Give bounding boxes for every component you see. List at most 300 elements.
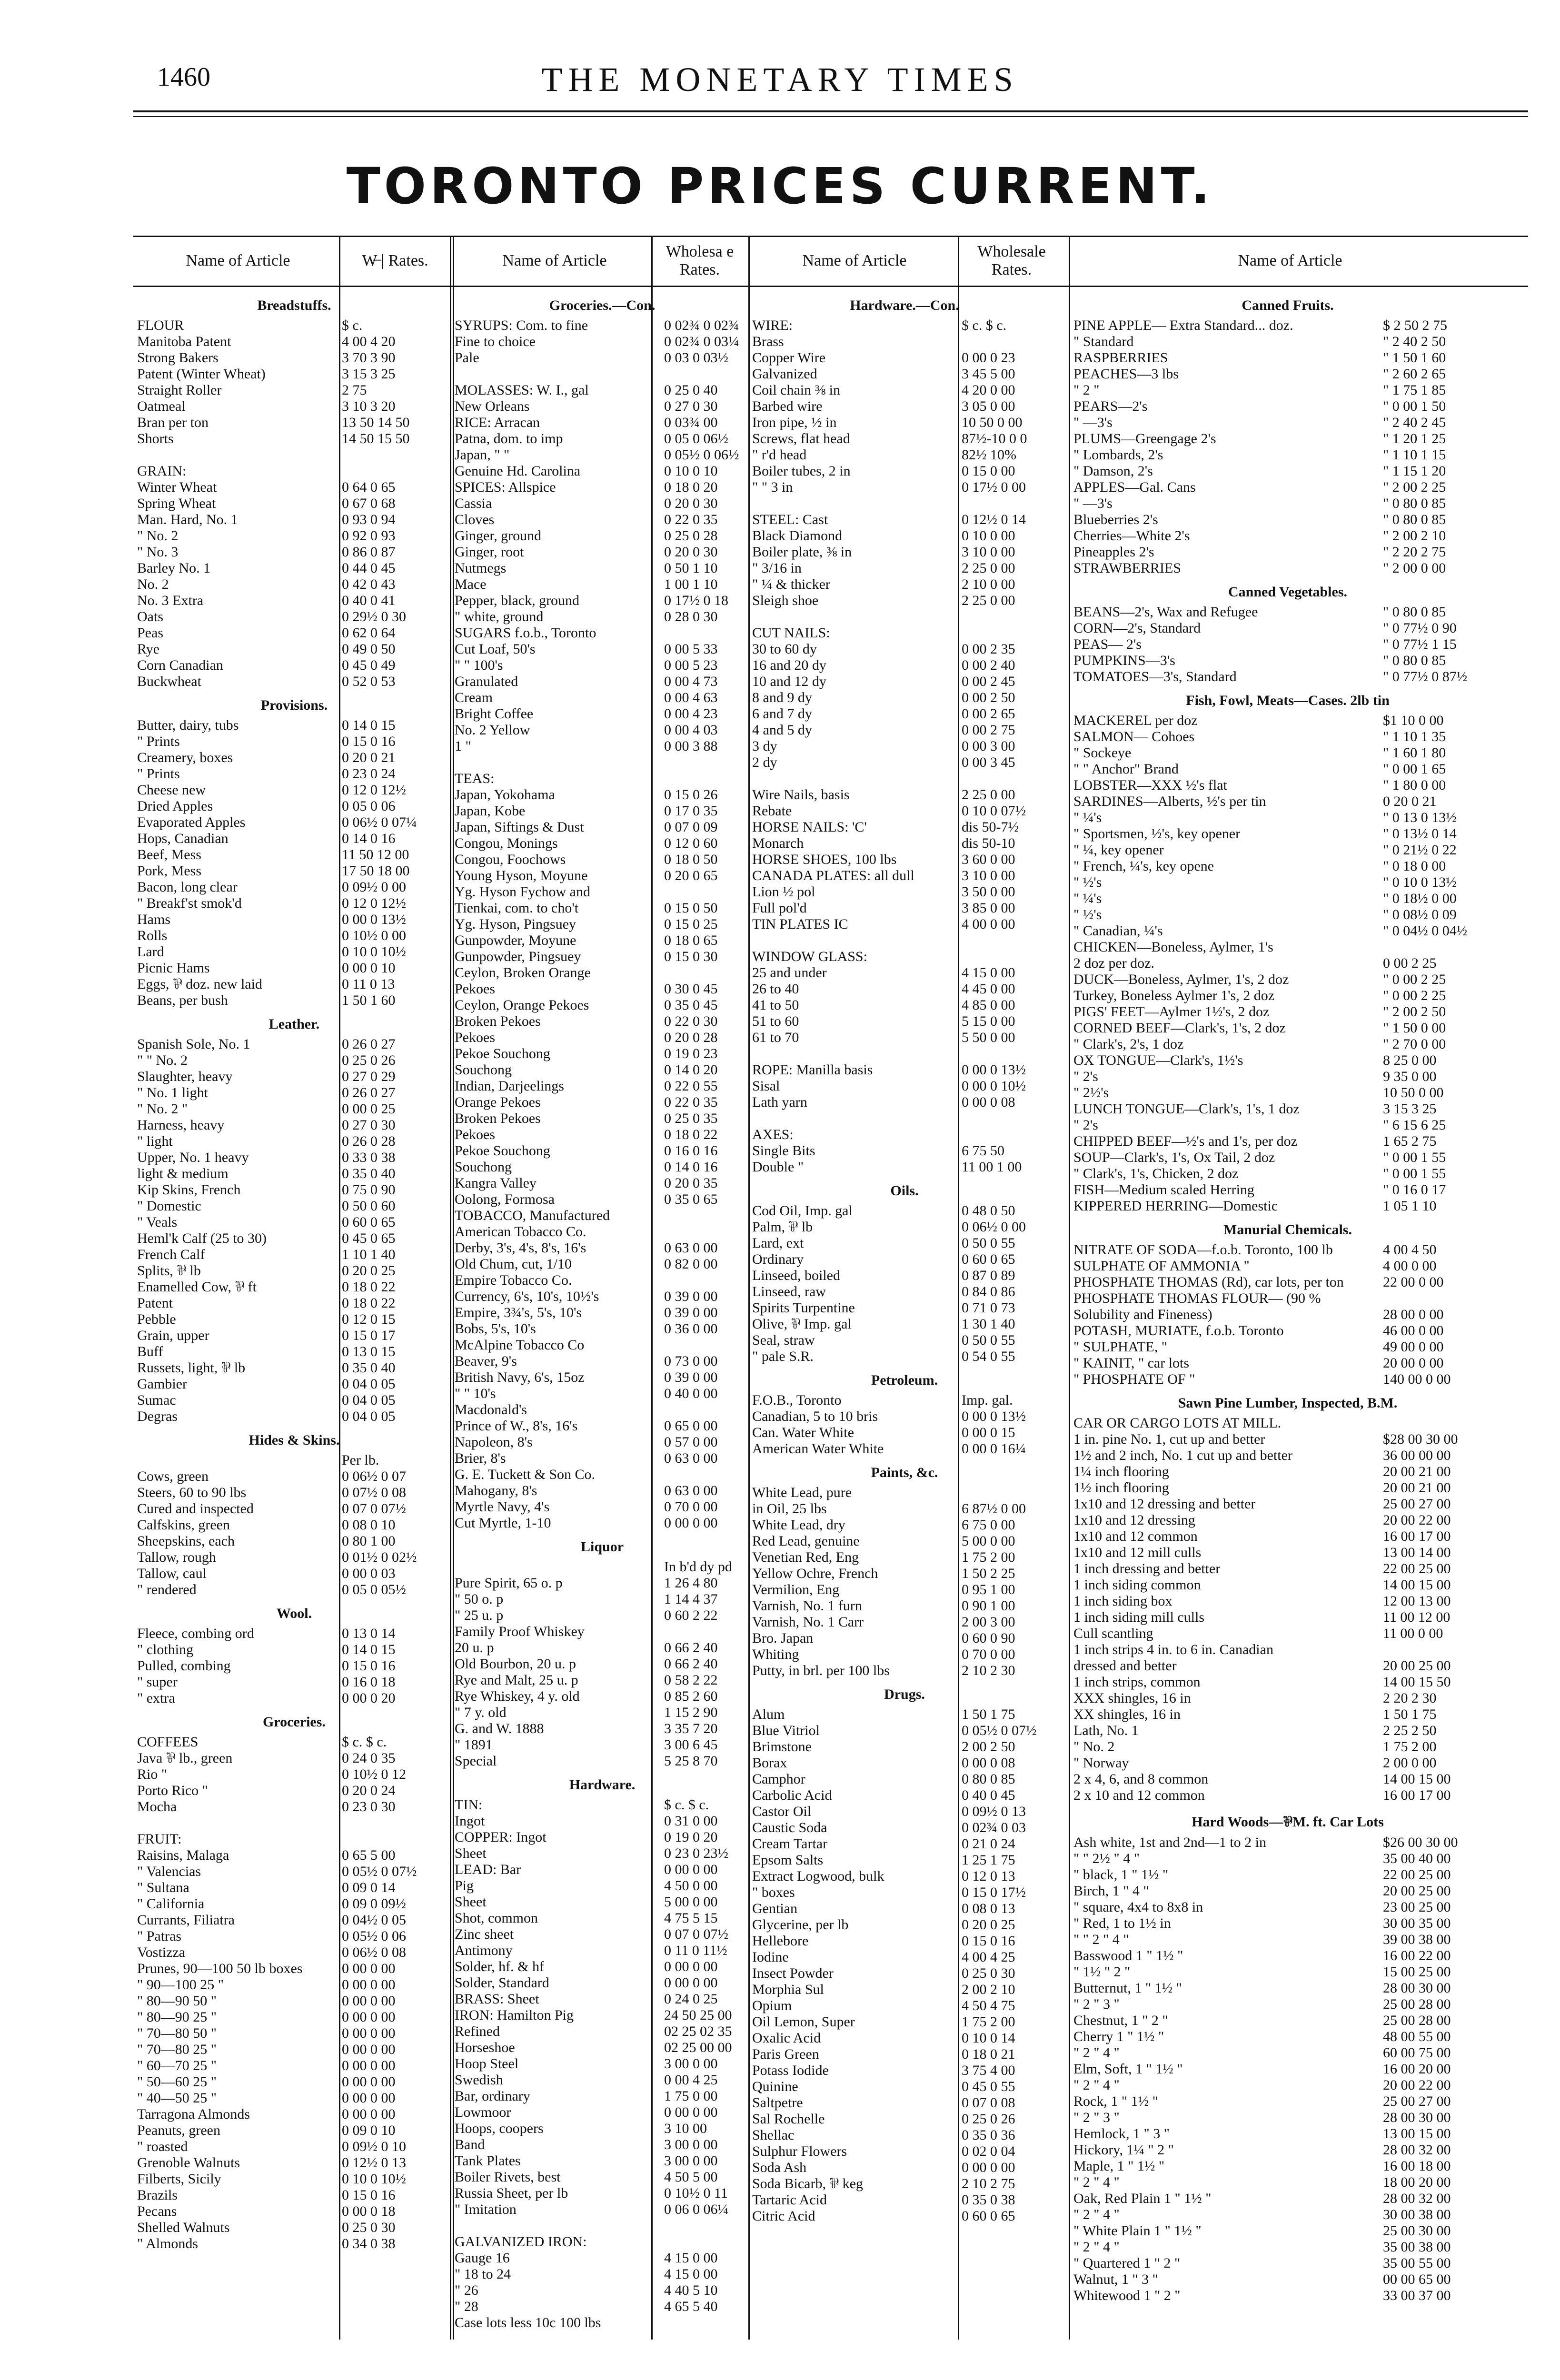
article-name: Solder, Standard [455, 1975, 549, 1991]
wholesale-rate: 0 14 0 15 [342, 1642, 396, 1657]
article-name: " 18 to 24 [455, 2266, 511, 2282]
price-row [752, 674, 1057, 690]
article-name: " " 100's [455, 657, 503, 673]
price-row [137, 1150, 451, 1166]
wholesale-rate: 0 12 0 15 [342, 1311, 396, 1327]
wholesale-rate: 0 06½ 0 07 [342, 1468, 406, 1484]
price-row [1073, 669, 1502, 685]
price-row [1073, 512, 1502, 528]
article-name: Gambier [137, 1376, 187, 1392]
wholesale-rate: 0 50 0 55 [962, 1332, 1015, 1348]
wholesale-rate: 0 73 0 00 [664, 1353, 718, 1369]
price-row [455, 852, 750, 868]
wholesale-rate: " 0 80 0 85 [1383, 512, 1446, 527]
article-name: " 1891 [455, 1737, 493, 1753]
wholesale-rate: 82½ 10% [962, 447, 1016, 463]
wholesale-rate: 20 00 22 00 [1383, 2077, 1451, 2093]
price-row [1073, 2013, 1502, 2029]
wholesale-rate: 30 00 35 00 [1383, 1915, 1451, 1931]
wholesale-rate: 0 86 0 87 [342, 544, 396, 560]
wholesale-rate: " 2 60 2 65 [1383, 366, 1446, 382]
article-name: " r'd head [752, 447, 807, 463]
article-name: PINE APPLE— Extra Standard... doz. [1073, 317, 1293, 333]
article-name: Boiler Rivets, best [455, 2169, 561, 2185]
price-row [455, 1127, 750, 1143]
price-row [752, 1598, 1057, 1614]
price-row [137, 992, 451, 1009]
price-row [455, 1305, 750, 1321]
wholesale-rate: 0 57 0 00 [664, 1434, 718, 1450]
price-row [752, 641, 1057, 657]
wholesale-rate: 0 35 0 40 [342, 1166, 396, 1181]
wholesale-rate: 4 75 5 15 [664, 1910, 718, 1926]
article-name: Brimstone [752, 1739, 812, 1755]
price-row [455, 949, 750, 965]
price-row [137, 1880, 451, 1896]
price-row [1073, 398, 1502, 415]
article-name: Solder, hf. & hf [455, 1959, 544, 1974]
article-name: 1 inch siding mill culls [1073, 1609, 1204, 1625]
article-name: Extract Logwood, bulk [752, 1868, 884, 1884]
article-name: Gunpowder, Pingsuey [455, 949, 581, 964]
article-name: Lowmoor [455, 2104, 511, 2120]
price-row [137, 1674, 451, 1690]
wholesale-rate: 0 18 0 22 [664, 1127, 718, 1142]
price-row [455, 1640, 750, 1656]
price-row [137, 2236, 451, 2252]
price-row [455, 479, 750, 496]
article-name: " 7 y. old [455, 1705, 507, 1720]
article-name: Peanuts, green [137, 2122, 220, 2138]
article-name: Galvanized [752, 366, 817, 382]
article-name: PIGS' FEET—Aylmer 1½'s, 2 doz [1073, 1004, 1270, 1020]
price-row [752, 1062, 1057, 1078]
price-row [455, 690, 750, 706]
price-row [455, 771, 750, 787]
price-row [1073, 604, 1502, 620]
wholesale-rate: 2 00 0 00 [1383, 1755, 1437, 1771]
section-heading: Hides & Skins. [248, 1432, 340, 1448]
wholesale-rate: $28 00 30 00 [1383, 1431, 1458, 1447]
article-name: Prunes, 90—100 50 lb boxes [137, 1961, 303, 1976]
price-row [1073, 955, 1502, 972]
article-name: Ginger, root [455, 544, 524, 560]
article-name: RASPBERRIES [1073, 350, 1168, 366]
article-name: GALVANIZED IRON: [455, 2234, 587, 2250]
article-name: Pecans [137, 2203, 177, 2219]
article-name: Band [455, 2137, 485, 2152]
wholesale-rate: 0 00 4 73 [664, 674, 718, 689]
article-name: " " 3 in [752, 479, 793, 495]
price-row [1073, 2045, 1502, 2061]
wholesale-rate: 0 08 0 13 [962, 1901, 1015, 1916]
price-row [1073, 1274, 1502, 1290]
wholesale-rate: " 0 77½ 1 15 [1383, 636, 1457, 652]
wholesale-rate: " 0 13½ 0 14 [1383, 826, 1457, 842]
article-name: " Sockeye [1073, 745, 1132, 761]
article-name: TIN: [455, 1797, 483, 1813]
wholesale-rate: 3 00 0 00 [664, 2153, 718, 2169]
wholesale-rate: 0 40 0 45 [962, 1787, 1015, 1803]
price-row [137, 447, 451, 463]
price-row [455, 1797, 750, 1813]
article-name: Pekoe Souchong [455, 1143, 550, 1159]
wholesale-rate: 0 20 0 30 [664, 544, 718, 560]
article-name: Pulled, combing [137, 1658, 231, 1674]
price-row [752, 1965, 1057, 1982]
article-name: Birch, 1 " 4 " [1073, 1883, 1149, 1899]
wholesale-rate: 0 00 0 00 [342, 2074, 396, 2090]
price-row [137, 2187, 451, 2203]
wholesale-rate: 140 00 0 00 [1383, 1371, 1451, 1387]
article-name: 1 inch strips, common [1073, 1674, 1201, 1690]
wholesale-rate: 0 23 0 24 [342, 766, 396, 782]
article-name: Can. Water White [752, 1425, 854, 1440]
article-name: LOBSTER—XXX ½'s flat [1073, 777, 1227, 793]
price-row [455, 1013, 750, 1030]
wholesale-rate: 0 01½ 0 02½ [342, 1549, 417, 1565]
wholesale-rate: 11 00 1 00 [962, 1159, 1022, 1175]
price-row [752, 1501, 1057, 1517]
price-row [752, 997, 1057, 1013]
price-row [455, 1175, 750, 1191]
wholesale-rate: " 0 18½ 0 00 [1383, 891, 1457, 906]
article-name: " extra [137, 1690, 175, 1706]
price-row [455, 1030, 750, 1046]
article-name: Bran per ton [137, 415, 209, 430]
article-name: Degras [137, 1408, 178, 1424]
wholesale-rate: 6 87½ 0 00 [962, 1501, 1026, 1517]
wholesale-rate: " 0 08½ 0 09 [1383, 907, 1457, 922]
wholesale-rate [957, 1127, 1057, 1143]
wholesale-rate: Per lb. [342, 1452, 379, 1468]
wholesale-rate: 60 00 75 00 [1383, 2045, 1451, 2061]
price-row [752, 1143, 1057, 1159]
price-row [137, 1566, 451, 1582]
wholesale-rate [659, 754, 750, 771]
price-row [455, 1672, 750, 1688]
price-row [137, 1750, 451, 1766]
price-row [137, 366, 451, 382]
price-row [752, 593, 1057, 609]
wholesale-rate: 0 07½ 0 08 [342, 1485, 406, 1500]
price-row [455, 2218, 750, 2234]
price-row [137, 350, 451, 366]
article-name: in Oil, 25 lbs [752, 1501, 827, 1517]
price-row [1073, 1528, 1502, 1545]
price-row [137, 879, 451, 895]
article-name: " 70—80 25 " [137, 2042, 217, 2057]
price-row [137, 814, 451, 831]
wholesale-rate: 33 00 37 00 [1383, 2288, 1451, 2303]
wholesale-rate: 0 22 0 30 [664, 1013, 718, 1029]
wholesale-rate: " 2 00 2 10 [1383, 528, 1446, 544]
article-name: WINDOW GLASS: [752, 949, 867, 964]
price-row [137, 674, 451, 690]
article-name: Bacon, long clear [137, 879, 238, 895]
price-row [137, 2106, 451, 2122]
price-row [1073, 761, 1502, 777]
price-row [455, 1111, 750, 1127]
article-name [752, 609, 957, 625]
article-name: Heml'k Calf (25 to 30) [137, 1230, 267, 1246]
wholesale-rate: dis 50-10 [962, 835, 1015, 851]
price-row [455, 576, 750, 593]
article-name: " Prints [137, 734, 180, 749]
article-name: Vostizza [137, 1944, 186, 1960]
article-name: Shot, common [455, 1910, 538, 1926]
article-name: 4 and 5 dy [752, 722, 812, 738]
wholesale-rate: 16 00 18 00 [1383, 2158, 1451, 2174]
col1-rule-double [453, 236, 454, 2340]
article-name: Carbolic Acid [752, 1787, 832, 1803]
wholesale-rate [957, 771, 1057, 787]
price-row [752, 625, 1057, 641]
wholesale-rate: 0 10 0 10½ [342, 2171, 406, 2187]
article-name: " 2 " [1073, 382, 1100, 398]
wholesale-rate: In b'd dy pd [664, 1559, 732, 1575]
price-row [1073, 528, 1502, 544]
article-name: " No. 2 [137, 528, 179, 544]
price-row [1073, 2191, 1502, 2207]
wholesale-rate: 0 19 0 20 [664, 1829, 718, 1845]
article-name: " 28 [455, 2299, 478, 2314]
wholesale-rate: 0 20 0 35 [664, 1175, 718, 1191]
wholesale-rate: 0 00 0 18 [342, 2203, 396, 2219]
article-name: " 2 " 4 " [1073, 2174, 1120, 2190]
wholesale-rate: 25 00 28 00 [1383, 2013, 1451, 2028]
wholesale-rate: 0 63 0 00 [664, 1483, 718, 1498]
article-name: TOMATOES—3's, Standard [1073, 669, 1237, 684]
wholesale-rate: 0 45 0 49 [342, 657, 396, 673]
price-row [1073, 2061, 1502, 2077]
wholesale-rate: $ c. $ c. [342, 1734, 387, 1750]
wholesale-rate: 0 00 0 00 [962, 2160, 1015, 2175]
article-name: No. 3 Extra [137, 593, 204, 608]
article-name: " pale S.R. [752, 1349, 814, 1364]
wholesale-rate: " 2 00 0 00 [1383, 560, 1446, 576]
section-heading: Provisions. [260, 697, 328, 713]
article-name: MOLASSES: W. I., gal [455, 382, 589, 398]
section-heading: Leather. [268, 1016, 320, 1032]
price-row [1073, 2093, 1502, 2110]
price-row [137, 2139, 451, 2155]
article-name: 1½ and 2 inch, No. 1 cut up and better [1073, 1448, 1292, 1463]
wholesale-rate: 0 29½ 0 30 [342, 609, 406, 625]
price-row [1073, 1258, 1502, 1274]
wholesale-rate: " 2 70 0 00 [1383, 1036, 1446, 1052]
article-name: Gauge 16 [455, 2250, 510, 2266]
header-rule-bottom [133, 286, 1528, 287]
price-row [137, 2220, 451, 2236]
article-name: " 1½ " 2 " [1073, 1964, 1131, 1980]
article-name: Sleigh shoe [752, 593, 819, 608]
wholesale-rate: 0 24 0 25 [664, 1991, 718, 2007]
wholesale-rate: 3 00 6 45 [664, 1737, 718, 1753]
article-name: " Quartered 1 " 2 " [1073, 2255, 1181, 2271]
col4-name-header: Name of Article [1238, 251, 1342, 269]
wholesale-rate: 0 05 0 06 [342, 798, 396, 814]
article-name: Grain, upper [137, 1328, 209, 1343]
article-name: GRAIN: [137, 463, 187, 479]
price-row [1073, 1307, 1502, 1323]
article-name: Refined [455, 2023, 500, 2039]
price-row [1073, 1182, 1502, 1198]
wholesale-rate [337, 1831, 451, 1847]
article-name: Bobs, 5's, 10's [455, 1321, 536, 1337]
price-row [752, 496, 1057, 512]
wholesale-rate: 5 00 0 00 [664, 1894, 718, 1910]
wholesale-rate: 1 65 2 75 [1383, 1133, 1437, 1149]
article-name: Myrtle Navy, 4's [455, 1499, 550, 1515]
price-row [455, 1894, 750, 1910]
wholesale-rate: 11 50 12 00 [342, 847, 409, 863]
price-row [1073, 1496, 1502, 1512]
price-row [752, 2176, 1057, 2192]
article-name: Upper, No. 1 heavy [137, 1150, 249, 1165]
wholesale-rate: 0 82 0 00 [664, 1256, 718, 1272]
price-row [752, 1820, 1057, 1836]
wholesale-rate: 0 10 0 07½ [962, 803, 1026, 819]
article-name: Tank Plates [455, 2153, 521, 2169]
wholesale-rate: 0 00 0 00 [664, 1862, 718, 1877]
price-row [1073, 1996, 1502, 2013]
article-name: Iron pipe, ½ in [752, 415, 837, 430]
wholesale-rate: " 2 00 2 25 [1383, 479, 1446, 495]
wholesale-rate: 0 15 0 16 [342, 1658, 396, 1674]
section-heading: Paints, &c. [871, 1465, 938, 1480]
wholesale-rate: 0 39 0 00 [664, 1369, 718, 1385]
price-row [752, 1836, 1057, 1852]
article-name: Special [455, 1753, 497, 1769]
article-name: " Sultana [137, 1880, 189, 1895]
article-name: dressed and better [1073, 1658, 1177, 1674]
wholesale-rate: 0 05½ 0 07½ [342, 1864, 417, 1879]
price-row [752, 1933, 1057, 1949]
wholesale-rate: 0 07 0 09 [664, 819, 718, 835]
wholesale-rate: 49 00 0 00 [1383, 1339, 1444, 1355]
wholesale-rate: 18 00 20 00 [1383, 2174, 1451, 2190]
wholesale-rate: 1 30 1 40 [962, 1316, 1015, 1332]
wholesale-rate: 3 85 0 00 [962, 900, 1015, 916]
article-name: " white, ground [455, 609, 544, 625]
wholesale-rate: 0 25 0 28 [664, 528, 718, 544]
price-row [1073, 745, 1502, 761]
price-row [752, 317, 1057, 334]
article-name: SUGARS f.o.b., Toronto [455, 625, 596, 641]
price-row [752, 1111, 1057, 1127]
price-row [137, 1069, 451, 1085]
price-row [1073, 463, 1502, 479]
article-name: " Breakf'st smok'd [137, 895, 242, 911]
article-name: Man. Hard, No. 1 [137, 512, 238, 527]
wholesale-rate [659, 1208, 750, 1224]
article-name: NITRATE OF SODA—f.o.b. Toronto, 100 lb [1073, 1242, 1333, 1258]
price-row [752, 1268, 1057, 1284]
article-name: Antimony [455, 1943, 513, 1958]
wholesale-rate: " 0 18 0 00 [1383, 858, 1446, 874]
price-row [137, 625, 451, 641]
article-name: PEARS—2's [1073, 398, 1148, 414]
wholesale-rate: 2 75 [342, 382, 367, 398]
article-name: Ordinary [752, 1251, 804, 1267]
price-row [455, 641, 750, 657]
wholesale-rate: 0 63 0 00 [664, 1240, 718, 1256]
price-row [455, 350, 750, 366]
price-row [137, 912, 451, 928]
article-name: Insect Powder [752, 1965, 834, 1981]
wholesale-rate: 0 00 0 25 [342, 1101, 396, 1117]
wholesale-rate: 5 25 8 70 [664, 1753, 718, 1769]
wholesale-rate: 46 00 0 00 [1383, 1323, 1444, 1339]
wholesale-rate: 3 10 0 00 [962, 544, 1015, 560]
price-row [752, 965, 1057, 981]
wholesale-rate: 0 14 0 15 [342, 717, 396, 733]
article-name: Hops, Canadian [137, 831, 229, 846]
wholesale-rate: 0 35 0 38 [962, 2192, 1015, 2208]
wholesale-rate: 13 50 14 50 [342, 415, 410, 430]
article-name: POTASH, MURIATE, f.o.b. Toronto [1073, 1323, 1284, 1339]
price-column-4 [1073, 298, 1502, 2304]
article-name: " " 10's [455, 1386, 496, 1401]
price-row [455, 496, 750, 512]
wholesale-rate: 0 00 0 23 [962, 350, 1015, 366]
price-row [455, 1813, 750, 1829]
article-name: Pale [455, 350, 479, 366]
wholesale-rate: 0 25 0 26 [962, 2111, 1015, 2127]
wholesale-rate: 24 50 25 00 [664, 2007, 732, 2023]
article-name: 1 inch dressing and better [1073, 1561, 1221, 1577]
price-row [1073, 1932, 1502, 1948]
wholesale-rate: 1 00 1 10 [664, 576, 718, 592]
price-row [455, 1321, 750, 1337]
price-row [752, 398, 1057, 415]
price-row [455, 2315, 750, 2331]
wholesale-rate: 2 10 0 00 [962, 576, 1015, 592]
wholesale-rate: 0 00 0 00 [342, 2009, 396, 2025]
price-row [137, 2090, 451, 2106]
price-row [455, 2023, 750, 2040]
price-row [1073, 1117, 1502, 1133]
article-name: Granulated [455, 674, 518, 689]
price-row [455, 706, 750, 722]
article-name: 61 to 70 [752, 1030, 799, 1045]
price-row [752, 1614, 1057, 1630]
price-row [752, 1408, 1057, 1425]
article-name: G. and W. 1888 [455, 1721, 544, 1736]
article-name: Patent [137, 1295, 173, 1311]
article-name: Butter, dairy, tubs [137, 717, 239, 733]
price-row [137, 1831, 451, 1847]
article-name: " 2 " 3 " [1073, 1996, 1120, 2012]
article-name: Soda Ash [752, 2160, 807, 2175]
wholesale-rate: 0 60 0 90 [962, 1630, 1015, 1646]
price-row [752, 2095, 1057, 2111]
wholesale-rate: 20 00 0 00 [1383, 1355, 1444, 1371]
wholesale-rate: 1 14 4 37 [664, 1591, 718, 1607]
wholesale-rate: 0 00 0 16¼ [962, 1441, 1026, 1457]
wholesale-rate: 0 04 0 05 [342, 1376, 396, 1392]
price-row [752, 1982, 1057, 1998]
article-name: Harness, heavy [137, 1117, 225, 1133]
price-row [455, 1688, 750, 1705]
price-row [455, 868, 750, 884]
price-row [137, 766, 451, 782]
wholesale-rate: 4 00 0 00 [962, 916, 1015, 932]
wholesale-rate: 3 35 7 20 [664, 1721, 718, 1736]
article-name: " 2 " 4 " [1073, 2207, 1120, 2222]
article-name: " No. 2 " [137, 1101, 188, 1117]
